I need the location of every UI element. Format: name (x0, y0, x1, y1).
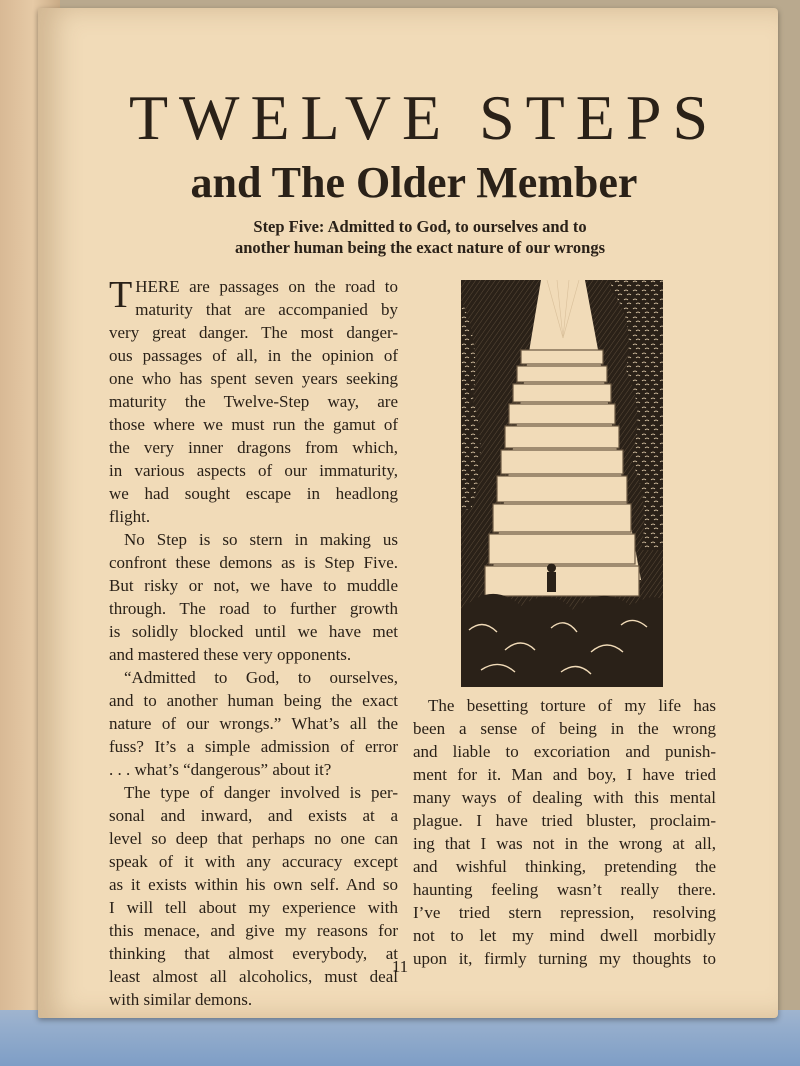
page-number: 11 (391, 957, 409, 976)
text-line: this menace, and give my reasons for (109, 921, 398, 940)
text-line: The type of danger involved is per- (124, 783, 398, 802)
text-line: with similar demons. (109, 990, 253, 1009)
step-heading-line-2: another human being the exact nature of our wrongs (234, 238, 606, 257)
text-line: plague. I have tried bluster, proclaim- (413, 811, 716, 830)
text-line: thinking that almost everybody, at (109, 944, 398, 963)
text-line: least almost all alcoholics, must deal (109, 967, 398, 986)
text-line: haunting feeling wasn’t really there. (413, 880, 716, 899)
text-line: sonal and inward, and exists at a (109, 806, 398, 825)
text-line: and to another human being the exact (109, 691, 398, 710)
text-line: maturity that are accompanied by (135, 300, 398, 319)
text-line: many ways of dealing with this mental (413, 788, 716, 807)
text-line: upon it, firmly turning my thoughts to (413, 949, 716, 968)
text-line: ment for it. Man and boy, I have tried (413, 765, 716, 784)
staircase-illustration (461, 280, 663, 687)
text-line: level so deep that perhaps no one can (109, 829, 398, 848)
text-line: we had sought escape in headlong (109, 484, 398, 503)
text-line: . . . what’s “dangerous” about it? (109, 760, 332, 779)
text-line: fuss? It’s a simple admission of error (109, 737, 398, 756)
text-line: The besetting torture of my life has (428, 696, 716, 715)
text-line: is solidly blocked until we have met (109, 622, 398, 641)
text-line: very great danger. The most danger- (109, 323, 398, 342)
text-line: I’ve tried stern repression, resolving (413, 903, 716, 922)
background-surface (0, 1010, 800, 1066)
paragraph-4 (109, 781, 398, 1011)
text-line: one who has spent seven years seeking (109, 369, 398, 388)
text-line: as it exists within his own self. And so (109, 875, 398, 894)
paragraph-2 (109, 528, 398, 666)
text-line: speak of it with any accuracy except (109, 852, 398, 871)
text-line: I will tell about my experience with (109, 898, 398, 917)
text-line: ous passages of all, in the opinion of (109, 346, 398, 365)
text-line: But risky or not, we have to muddle (109, 576, 398, 595)
text-line: “Admitted to God, to ourselves, (124, 668, 398, 687)
text-line: the very inner dragons from which, (109, 438, 398, 457)
article-title: TWELVE STEPS (128, 82, 720, 153)
step-heading-line-1: Step Five: Admitted to God, to ourselves and to (253, 217, 587, 236)
article-subtitle: and The Older Member (190, 158, 638, 207)
text-line: maturity the Twelve-Step way, are (109, 392, 398, 411)
text-line: confront these demons as is Step Five. (109, 553, 398, 572)
text-line: through. The road to further growth (109, 599, 398, 618)
text-line: been a sense of being in the wrong (413, 719, 716, 738)
step-heading (140, 216, 700, 258)
text-line: and mastered these very opponents. (109, 645, 352, 664)
text-line: HERE are passages on the road to (135, 277, 398, 296)
text-line: those where we must run the gamut of (109, 415, 398, 434)
left-column (109, 275, 398, 1011)
paragraph-3 (109, 666, 398, 781)
text-line: nature of our wrongs.” What’s all the (109, 714, 398, 733)
text-line: in various aspects of our immaturity, (109, 461, 398, 480)
right-column (413, 694, 716, 970)
text-line: and liable to excoriation and punish- (413, 742, 716, 761)
text-line: not to let my mind dwell morbidly (413, 926, 716, 945)
drop-cap: T (109, 274, 133, 316)
text-line: and wishful thinking, pretending the (413, 857, 716, 876)
text-line: No Step is so stern in making us (124, 530, 398, 549)
paragraph-1 (109, 275, 398, 528)
text-line: flight. (109, 507, 151, 526)
text-line: ing that I was not in the wrong at all, (413, 834, 716, 853)
